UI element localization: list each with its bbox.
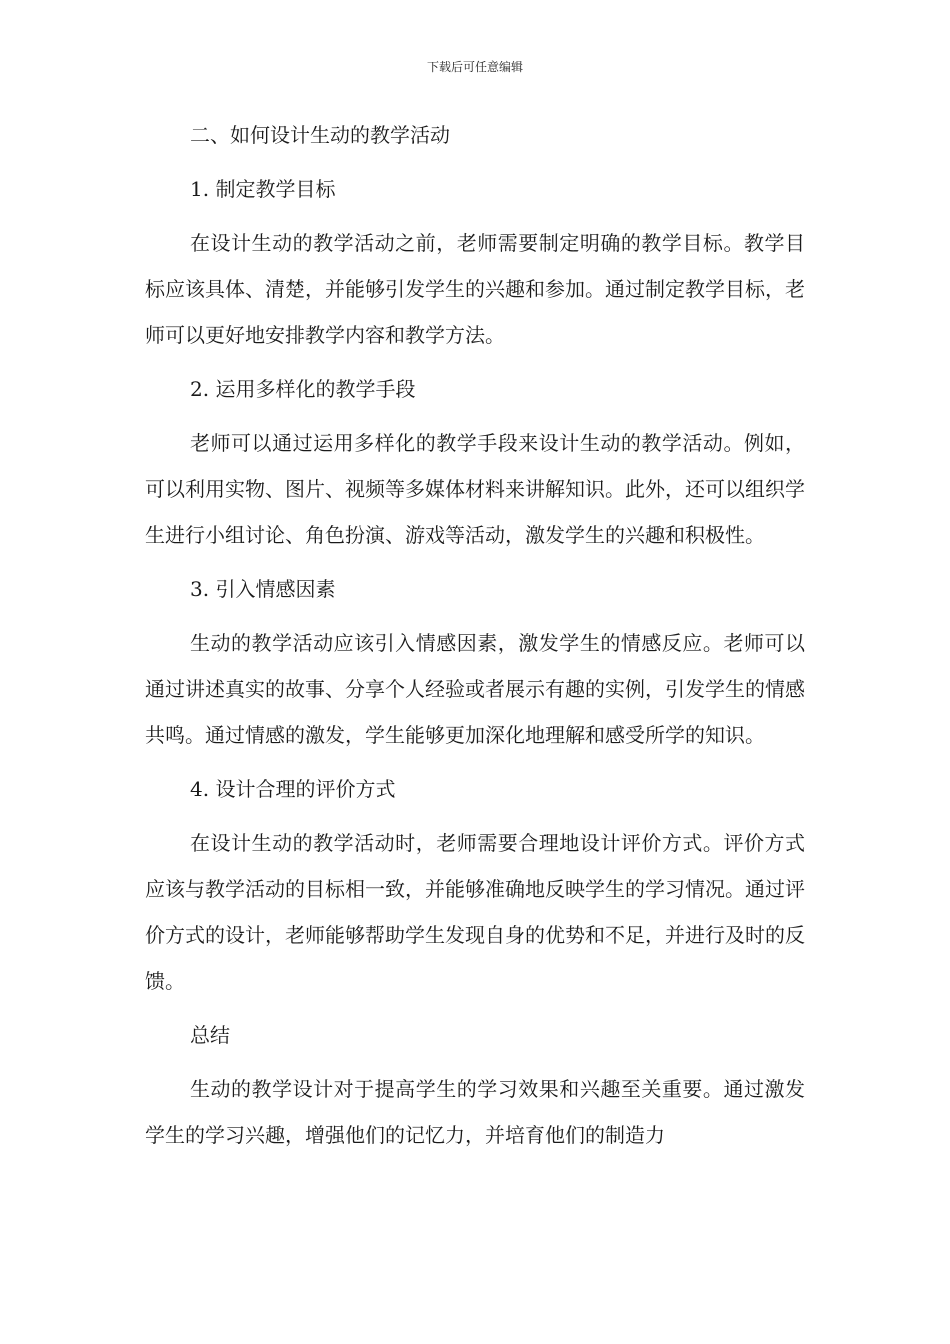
item-body-2: 老师可以通过运用多样化的教学手段来设计生动的教学活动。例如，可以利用实物、图片、视频等多媒体材料来讲解知识。此外，还可以组织学生进行小组讨论、角色扮演、游戏等活动，激发学生的兴趣和积极性。 <box>145 431 805 547</box>
section-title: 二、如何设计生动的教学活动 <box>190 123 450 147</box>
item-heading-3: 3. 引入情感因素 <box>190 577 336 601</box>
summary-body: 生动的教学设计对于提高学生的学习效果和兴趣至关重要。通过激发学生的学习兴趣，增强他们的记忆力，并培育他们的制造力 <box>145 1077 805 1147</box>
item-body-1: 在设计生动的教学活动之前，老师需要制定明确的教学目标。教学目标应该具体、清楚，并能够引发学生的兴趣和参加。通过制定教学目标，老师可以更好地安排教学内容和教学方法。 <box>145 231 805 347</box>
item-heading-1: 1. 制定教学目标 <box>190 177 336 201</box>
item-body-3: 生动的教学活动应该引入情感因素，激发学生的情感反应。老师可以通过讲述真实的故事、分享个人经验或者展示有趣的实例，引发学生的情感共鸣。通过情感的激发，学生能够更加深化地理解和感受所学的知识。 <box>145 631 805 747</box>
item-heading-4: 4. 设计合理的评价方式 <box>190 777 396 801</box>
item-body-4: 在设计生动的教学活动时，老师需要合理地设计评价方式。评价方式应该与教学活动的目标相一致，并能够准确地反映学生的学习情况。通过评价方式的设计，老师能够帮助学生发现自身的优势和不足，并进行及时的反馈。 <box>145 831 805 993</box>
page-header: 下载后可任意编辑 <box>426 60 523 74</box>
item-heading-2: 2. 运用多样化的教学手段 <box>190 377 416 401</box>
summary-heading: 总结 <box>190 1023 230 1047</box>
document-body <box>145 112 805 1166</box>
